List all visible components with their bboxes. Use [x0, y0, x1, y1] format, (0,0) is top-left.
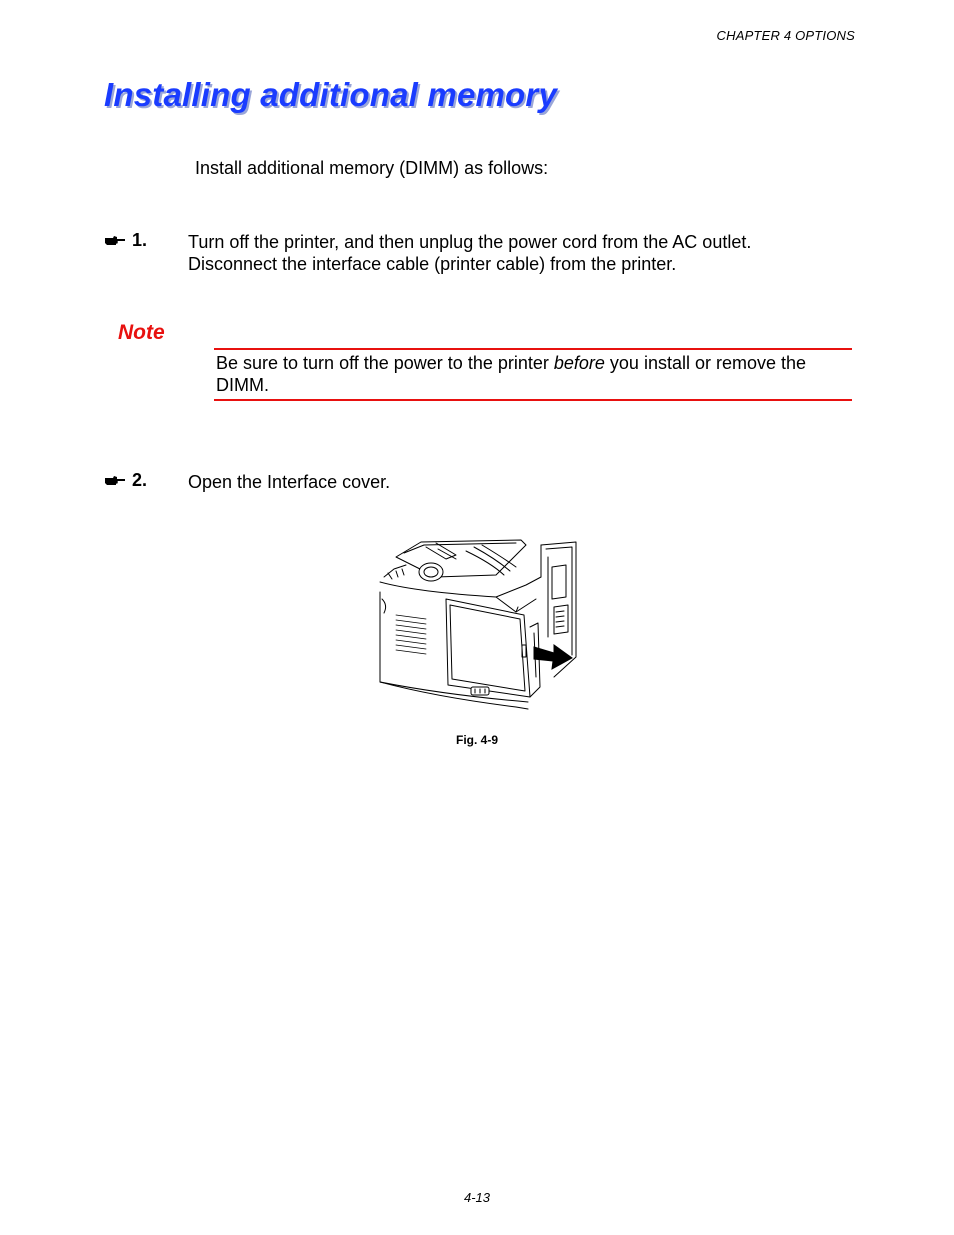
note-text-after: you install or remove the DIMM. — [216, 353, 807, 395]
step-1-line-2: Disconnect the interface cable (printer cable) from the printer. — [188, 254, 677, 274]
step-1-text — [188, 231, 828, 275]
step-2-line-1: Open the Interface cover. — [188, 472, 391, 492]
pointing-hand-icon — [104, 235, 126, 247]
step-1-line-1: Turn off the printer, and then unplug the power cord from the AC outlet. — [188, 232, 752, 252]
figure-caption: Fig. 4-9 — [455, 733, 498, 747]
step-2-number: 2. — [132, 470, 148, 490]
note-label: Note — [118, 321, 165, 344]
page-title: Installing additional memory — [104, 76, 558, 113]
step-2-text — [188, 471, 828, 493]
note-box — [214, 348, 852, 401]
note-text-emphasis: before — [553, 353, 605, 373]
step-2-marker — [104, 470, 147, 491]
pointing-hand-icon — [104, 475, 126, 487]
chapter-header: CHAPTER 4 OPTIONS — [716, 28, 855, 43]
page-number: 4-13 — [463, 1190, 491, 1205]
intro-text: Install additional memory (DIMM) as follows: — [195, 158, 549, 178]
step-1-marker — [104, 230, 147, 251]
printer-illustration — [376, 537, 578, 713]
note-text-before: Be sure to turn off the power to the printer — [216, 353, 554, 373]
step-1-number: 1. — [132, 230, 148, 250]
